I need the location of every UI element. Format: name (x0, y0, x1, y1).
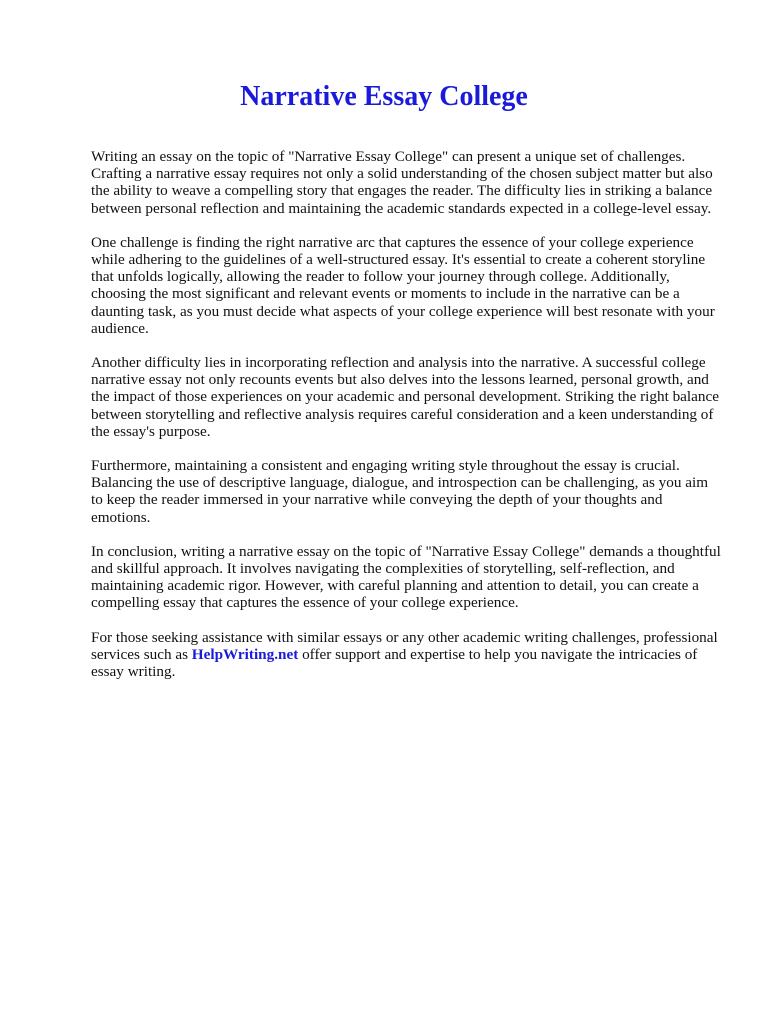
paragraph-intro: Writing an essay on the topic of "Narrative Essay College" can present a unique set of challenges. Crafting a narrative essay requires not only a solid understanding of the chosen subject matter but also the ability to weave a compelling story that engages the reader. The difficulty lies in striking a balance between personal reflection and maintaining the academic standards expected in a college-level essay. (91, 148, 713, 217)
document-body (91, 148, 723, 697)
closing-text-before: For those seeking assistance with similar essays or any other academic writing challenges, professional services such as (91, 628, 718, 663)
paragraph-writing-style: Furthermore, maintaining a consistent and engaging writing style throughout the essay is crucial. Balancing the use of descriptive language, dialogue, and introspection can be challenging, as you aim to keep the reader immersed in your narrative while conveying the depth of your thoughts and emotions. (91, 457, 709, 526)
helpwriting-link[interactable]: HelpWriting.net (191, 645, 299, 663)
closing-text-after: offer support and expertise to help you navigate the intricacies of essay writing. (91, 645, 698, 681)
paragraph-narrative-arc: One challenge is finding the right narrative arc that captures the essence of your college experience while adhering to the guidelines of a well-structured essay. It's essential to create a coherent storyline that unfolds logically, allowing the reader to follow your journey through college. Additionally, choosing the most significant and relevant events or moments to include in the narrative can be a daunting task, as you must decide what aspects of your college experience will best resonate with your audience. (91, 233, 715, 337)
paragraph-conclusion: In conclusion, writing a narrative essay on the topic of "Narrative Essay College" demands a thoughtful and skillful approach. It involves navigating the complexities of storytelling, self-reflection, and maintaining academic rigor. However, with careful planning and attention to detail, you can create a compelling essay that captures the essence of your college experience. (91, 542, 721, 612)
paragraph-closing (91, 629, 723, 681)
page-title: Narrative Essay College (240, 81, 528, 112)
paragraph-reflection: Another difficulty lies in incorporating reflection and analysis into the narrative. A successful college narrative essay not only recounts events but also delves into the lessons learned, personal growth, and the impact of those experiences on your academic and personal development. Striking the right balance between storytelling and reflective analysis requires careful consideration and a keen understanding of the essay's purpose. (91, 354, 719, 440)
